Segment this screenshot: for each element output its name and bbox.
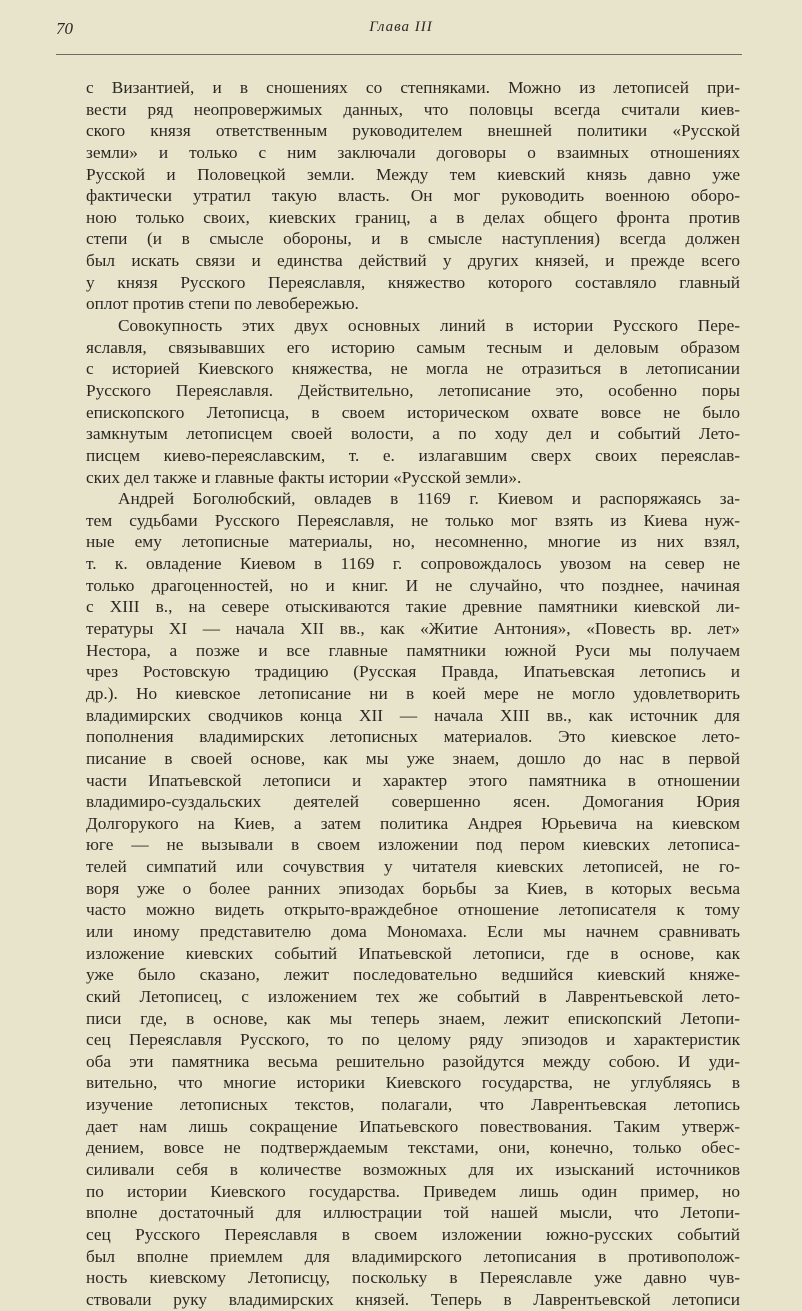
text-line: с XIII в., на севере отыскиваются такие древние памятники киевской ли- [86, 597, 740, 617]
text-line: дением, вовсе не подтверждаемым текстами, они, конечно, только обес- [86, 1138, 740, 1158]
text-line: вполне достаточный для иллюстрации той нашей мысли, что Летопи- [86, 1203, 740, 1223]
text-line: тем судьбами Русского Переяславля, не только мог взять из Киева нуж- [86, 510, 740, 530]
text-line: замкнутым летописцем своей волости, а по ходу дел и событий Лето- [86, 424, 740, 444]
text-line: писи где, в основе, как мы теперь знаем, лежит епископский Летопи- [86, 1008, 740, 1028]
text-line: Нестора, а позже и все главные памятники южной Руси мы получаем [86, 640, 740, 660]
text-line: Русского Переяславля. Действительно, летописание это, особенно поры [86, 380, 740, 400]
text-line: вести ряд неопровержимых данных, что половцы всегда считали киев- [86, 99, 740, 119]
text-line: часто можно видеть открыто-враждебное отношение летописателя к тому [86, 900, 740, 920]
text-line: писцем киево-переяславским, т. е. излагавшим сверх своих переяслав- [86, 445, 740, 465]
text-line: чрез Ростовскую традицию (Русская Правда, Ипатьевская летопись и [86, 662, 740, 682]
paragraph [86, 77, 740, 315]
text-line: др.). Но киевское летописание ни в коей мере не могло удовлетворить [86, 683, 740, 703]
text-line: епископского Летописца, в своем историческом охвате вовсе не было [86, 402, 740, 422]
text-line: тературы XI — начала XII вв., как «Житие Антония», «Повесть вр. лет» [86, 619, 740, 639]
text-line: пополнения владимирских летописных материалов. Это киевское лето- [86, 727, 740, 747]
text-line: ные ему летописные материалы, но, несомненно, многие из них взял, [86, 532, 740, 552]
text-line: степи (и в смысле обороны, и в смысле наступления) всегда должен [86, 229, 740, 249]
text-line: ною только своих, киевских границ, а в делах общего фронта против [86, 207, 740, 227]
text-line: Долгорукого на Киев, а затем политика Андрея Юрьевича на киевском [86, 813, 740, 833]
text-line: воря уже о более ранних эпизодах борьбы за Киев, в которых весьма [86, 878, 740, 898]
text-line: у князя Русского Переяславля, княжество которого составляло главный [86, 272, 740, 292]
page-body [86, 77, 740, 1311]
text-line: оплот против степи по левобережью. [86, 294, 359, 314]
text-line: яславля, связывавших его историю самым тесным и деловым образом [86, 337, 740, 357]
text-line: изложение киевских событий Ипатьевской летописи, где в основе, как [86, 943, 740, 963]
text-line: ского князя ответственным руководителем внешней политики «Русской [86, 121, 740, 141]
text-line: ский Летописец, с изложением тех же событий в Лаврентьевской лето- [86, 986, 740, 1006]
text-line: изучение летописных текстов, полагали, что Лаврентьевская летопись [86, 1095, 740, 1115]
text-line: силивали себя в количестве возможных для их изысканий источников [86, 1160, 740, 1180]
text-line: с Византией, и в сношениях со степняками. Можно из летописей при- [86, 78, 740, 97]
text-line: ность киевскому Летописцу, поскольку в Переяславле уже давно чув- [86, 1268, 740, 1288]
text-line: сец Переяславля Русского, то по целому ряду эпизодов и характеристик [86, 1030, 740, 1050]
text-line: только драгоценностей, но и книг. И не случайно, что позднее, начиная [86, 575, 740, 595]
text-line: сец Русского Переяславля в своем изложении южно-русских событий [86, 1224, 740, 1244]
text-line: телей симпатий или сочувствия у читателя киевских летописей, не го- [86, 857, 740, 877]
text-line: или иному представителю дома Мономаха. Если мы начнем сравнивать [86, 921, 740, 941]
text-line: юге — не вызывали в своем изложении под пером киевских летописа- [86, 835, 740, 855]
text-line: фактически утратил такую власть. Он мог руководить военною оборо- [86, 186, 740, 206]
text-line: части Ипатьевской летописи и характер этого памятника в отношении [86, 770, 740, 790]
text-line: владимиро-суздальских деятелей совершенно ясен. Домогания Юрия [86, 792, 740, 812]
text-line: владимирских сводчиков конца XII — начала XIII вв., как источник для [86, 705, 740, 725]
text-line: был вполне приемлем для владимирского летописания в противополож- [86, 1246, 740, 1266]
text-line: уже было сказано, лежит последовательно ведшийся киевский княже- [86, 965, 740, 985]
text-line: писание в своей основе, как мы уже знаем, дошло до нас в первой [86, 748, 740, 768]
text-line: дает нам лишь сокращение Ипатьевского повествования. Таким утверж- [86, 1116, 740, 1136]
paragraph [86, 488, 740, 1310]
text-line: Андрей Боголюбский, овладев в 1169 г. Киевом и распоряжаясь за- [118, 489, 740, 509]
paragraph [86, 315, 740, 488]
text-line: с историей Киевского княжества, не могла не отразиться в летописании [86, 359, 740, 379]
text-line: земли» и только с ним заключали договоры о взаимных отношениях [86, 142, 740, 162]
header-rule [56, 54, 742, 55]
running-head: Глава III [369, 19, 433, 35]
text-line: по истории Киевского государства. Приведем лишь один пример, но [86, 1181, 740, 1201]
page-number: 70 [56, 19, 73, 38]
text-line: оба эти памятника весьма решительно разойдутся между собою. И уди- [86, 1051, 740, 1071]
text-line: ских дел также и главные факты истории «Русской земли». [86, 467, 522, 487]
text-line: Русской и Половецкой земли. Между тем киевский князь давно уже [86, 164, 740, 184]
text-line: т. к. овладение Киевом в 1169 г. сопровождалось увозом на север не [86, 554, 740, 574]
text-line: Совокупность этих двух основных линий в истории Русского Пере- [118, 316, 740, 336]
text-line: вительно, что многие историки Киевского государства, не углубляясь в [86, 1073, 740, 1093]
text-line: был искать связи и единства действий у других князей, и прежде всего [86, 251, 740, 271]
text-line: ствовали руку владимирских князей. Теперь в Лаврентьевской летописи [86, 1289, 740, 1309]
